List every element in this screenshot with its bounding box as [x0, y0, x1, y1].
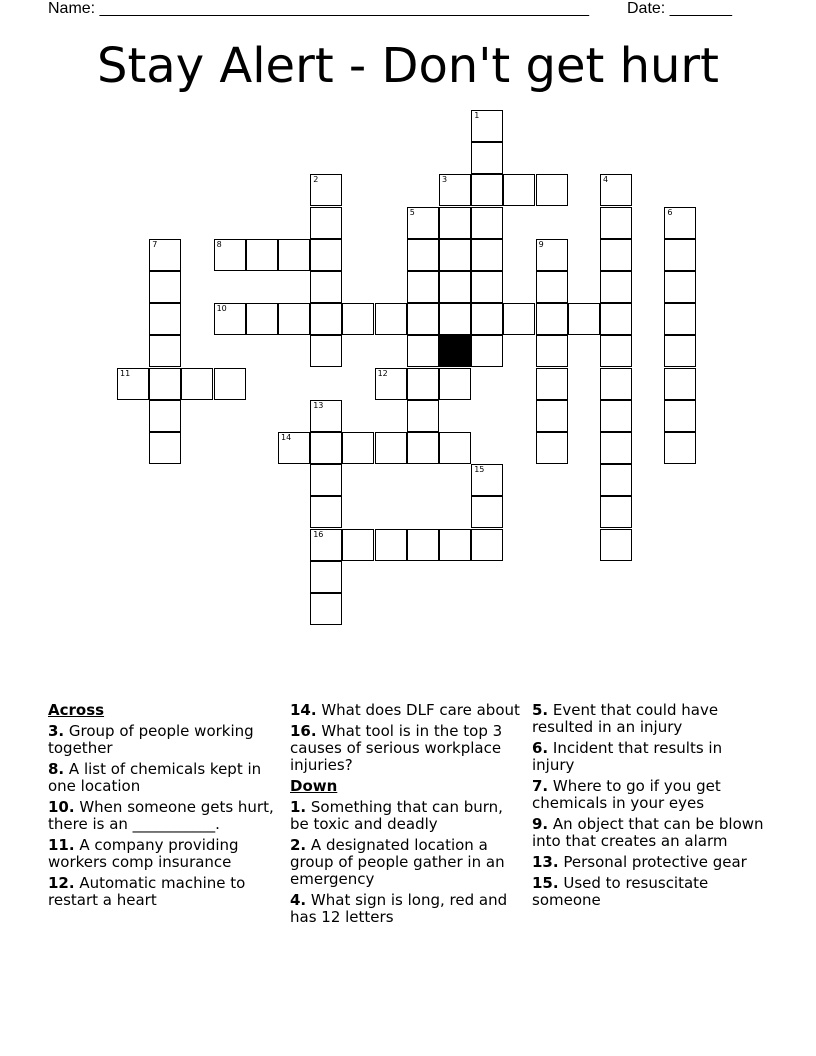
grid-cell[interactable] — [664, 400, 696, 432]
grid-cell[interactable] — [503, 303, 535, 335]
grid-cell[interactable] — [664, 271, 696, 303]
clue-number: 10 — [216, 304, 227, 314]
grid-cell[interactable] — [664, 368, 696, 400]
clue-item-number: 6. — [532, 739, 549, 757]
grid-cell[interactable] — [117, 368, 149, 400]
grid-cell[interactable] — [310, 593, 342, 625]
grid-cell[interactable] — [407, 207, 439, 239]
grid-cell[interactable] — [149, 400, 181, 432]
grid-cell[interactable] — [600, 368, 632, 400]
grid-cell[interactable] — [471, 142, 503, 174]
grid-cell[interactable] — [375, 432, 407, 464]
grid-cell[interactable] — [600, 400, 632, 432]
down-clue-list — [290, 799, 524, 926]
grid-cell[interactable] — [664, 432, 696, 464]
clue-item-text: What sign is long, red and has 12 letters — [290, 891, 508, 926]
clue-number: 16 — [313, 529, 324, 539]
clue-item-text: What does DLF care about — [316, 701, 520, 719]
clue-item-number: 13. — [532, 853, 559, 871]
grid-cell[interactable] — [600, 207, 632, 239]
grid-cell[interactable] — [600, 496, 632, 528]
grid-cell[interactable] — [310, 207, 342, 239]
grid-cell[interactable] — [536, 335, 568, 367]
grid-cell[interactable] — [407, 432, 439, 464]
grid-cell[interactable] — [471, 174, 503, 206]
clue-item — [48, 761, 278, 795]
grid-cell[interactable] — [407, 335, 439, 367]
across-clue-list-continued — [290, 702, 524, 774]
grid-cell[interactable] — [600, 239, 632, 271]
grid-cell[interactable] — [214, 239, 246, 271]
clue-number: 15 — [474, 465, 485, 475]
clue-number: 12 — [377, 368, 388, 378]
clue-number: 1 — [474, 111, 480, 120]
grid-cell[interactable] — [407, 303, 439, 335]
grid-cell[interactable] — [439, 239, 471, 271]
grid-cell[interactable] — [503, 174, 535, 206]
grid-cell[interactable] — [471, 464, 503, 496]
clue-item-number: 15. — [532, 874, 559, 892]
clue-item-text: When someone gets hurt, there is an ___________. — [48, 798, 274, 833]
grid-cell[interactable] — [471, 529, 503, 561]
grid-cell[interactable] — [664, 335, 696, 367]
clue-item-text: Something that can burn, be toxic and deadly — [290, 798, 503, 833]
grid-cell[interactable] — [310, 496, 342, 528]
clue-item-number: 9. — [532, 815, 549, 833]
grid-cell[interactable] — [600, 464, 632, 496]
down-clue-list-continued — [532, 702, 766, 909]
clue-item — [532, 816, 766, 850]
grid-cell[interactable] — [536, 432, 568, 464]
grid-cell[interactable] — [664, 239, 696, 271]
grid-cell[interactable] — [214, 303, 246, 335]
clue-item — [290, 892, 524, 926]
across-clue-list — [48, 723, 278, 909]
clue-item-text: Automatic machine to restart a heart — [48, 874, 246, 909]
grid-cell[interactable] — [471, 335, 503, 367]
clue-number: 11 — [120, 368, 131, 378]
clue-item — [532, 875, 766, 909]
grid-cell[interactable] — [310, 464, 342, 496]
clue-item — [290, 723, 524, 774]
grid-cell[interactable] — [310, 174, 342, 206]
clue-item-number: 16. — [290, 722, 317, 740]
clue-column-2 — [290, 702, 524, 930]
clue-item-number: 10. — [48, 798, 75, 816]
grid-cell[interactable] — [439, 271, 471, 303]
clue-item — [532, 854, 766, 871]
clue-number: 3 — [442, 175, 448, 185]
grid-cell[interactable] — [149, 335, 181, 367]
clue-item — [290, 799, 524, 833]
clue-item — [532, 740, 766, 774]
grid-cell[interactable] — [439, 207, 471, 239]
clue-number: 6 — [667, 207, 673, 217]
grid-cell[interactable] — [342, 303, 374, 335]
grid-cell[interactable] — [310, 561, 342, 593]
grid-cell[interactable] — [439, 368, 471, 400]
grid-cell[interactable] — [149, 271, 181, 303]
clue-item-text: A company providing workers comp insurance — [48, 836, 239, 871]
grid-cell[interactable] — [181, 368, 213, 400]
clue-number: 7 — [152, 239, 158, 249]
grid-cell[interactable] — [278, 432, 310, 464]
clue-item — [532, 778, 766, 812]
grid-cell[interactable] — [664, 303, 696, 335]
clue-number: 2 — [313, 175, 319, 185]
grid-cell[interactable] — [214, 368, 246, 400]
grid-cell[interactable] — [439, 174, 471, 206]
clue-item-number: 4. — [290, 891, 307, 909]
clue-item — [290, 837, 524, 888]
grid-cell[interactable] — [310, 432, 342, 464]
clue-item-number: 8. — [48, 760, 65, 778]
clue-item-number: 1. — [290, 798, 307, 816]
clue-item-text: An object that can be blown into that creates an alarm — [532, 815, 764, 850]
down-heading: Down — [290, 777, 338, 795]
clue-number: 14 — [281, 433, 292, 442]
grid-cell[interactable] — [439, 303, 471, 335]
clue-number: 4 — [603, 175, 609, 185]
clue-item-number: 11. — [48, 836, 75, 854]
clue-item-number: 14. — [290, 701, 317, 719]
grid-cell[interactable] — [536, 303, 568, 335]
grid-cell[interactable] — [600, 529, 632, 561]
grid-cell[interactable] — [246, 303, 278, 335]
grid-cell[interactable] — [407, 368, 439, 400]
grid-cell[interactable] — [536, 400, 568, 432]
grid-cell[interactable] — [664, 207, 696, 239]
clue-item-text: Personal protective gear — [558, 853, 747, 871]
grid-cell[interactable] — [310, 271, 342, 303]
clue-number: 13 — [313, 400, 324, 410]
grid-cell[interactable] — [600, 303, 632, 335]
clue-column-1 — [48, 702, 278, 913]
grid-cell[interactable] — [439, 529, 471, 561]
grid-cell[interactable] — [246, 239, 278, 271]
clue-number: 5 — [409, 207, 415, 217]
clue-item-number: 2. — [290, 836, 307, 854]
clue-item — [48, 799, 278, 833]
clue-item-text: What tool is in the top 3 causes of serious workplace injuries? — [290, 722, 503, 774]
clue-item-text: Used to resuscitate someone — [532, 874, 709, 909]
grid-cell[interactable] — [471, 496, 503, 528]
grid-cell[interactable] — [600, 271, 632, 303]
clue-item-text: Where to go if you get chemicals in your eyes — [532, 777, 721, 812]
clue-number: 9 — [538, 239, 544, 249]
grid-cell[interactable] — [310, 529, 342, 561]
clue-column-3 — [532, 702, 766, 913]
across-heading: Across — [48, 701, 105, 719]
grid-cell[interactable] — [568, 303, 600, 335]
clue-item-number: 5. — [532, 701, 549, 719]
clue-item — [290, 702, 524, 719]
grid-cell[interactable] — [149, 432, 181, 464]
date-field[interactable]: Date: _______ — [627, 0, 732, 17]
clue-item-number: 12. — [48, 874, 75, 892]
grid-cell[interactable] — [310, 303, 342, 335]
grid-cell[interactable] — [471, 239, 503, 271]
clue-item — [48, 837, 278, 871]
clue-item-text: A designated location a group of people gather in an emergency — [290, 836, 505, 888]
grid-cell[interactable] — [536, 368, 568, 400]
grid-cell[interactable] — [310, 335, 342, 367]
grid-cell[interactable] — [278, 239, 310, 271]
grid-cell[interactable] — [407, 239, 439, 271]
grid-cell[interactable] — [471, 271, 503, 303]
puzzle-title: Stay Alert - Don't get hurt — [97, 38, 719, 94]
clue-item-number: 3. — [48, 722, 65, 740]
clue-item — [48, 875, 278, 909]
clue-item — [532, 702, 766, 736]
clue-item-text: A list of chemicals kept in one location — [48, 760, 262, 795]
grid-cell[interactable] — [407, 271, 439, 303]
grid-cell[interactable] — [471, 207, 503, 239]
grid-cell[interactable] — [407, 529, 439, 561]
clue-item-text: Incident that results in injury — [532, 739, 723, 774]
grid-cell[interactable] — [310, 239, 342, 271]
grid-cell[interactable] — [471, 110, 503, 142]
grid-cell[interactable] — [375, 303, 407, 335]
grid-cell[interactable] — [342, 432, 374, 464]
grid-cell[interactable] — [149, 239, 181, 271]
grid-cell[interactable] — [471, 303, 503, 335]
grid-cell[interactable] — [600, 335, 632, 367]
grid-cell[interactable] — [149, 303, 181, 335]
grid-cell[interactable] — [278, 303, 310, 335]
grid-cell[interactable] — [310, 400, 342, 432]
grid-cell[interactable] — [375, 529, 407, 561]
grid-cell[interactable] — [536, 174, 568, 206]
black-square — [439, 335, 471, 367]
grid-cell[interactable] — [439, 432, 471, 464]
grid-cell[interactable] — [149, 368, 181, 400]
name-field[interactable]: Name: _______________________________________________________ — [48, 0, 589, 17]
grid-cell[interactable] — [600, 174, 632, 206]
clue-item-text: Event that could have resulted in an injury — [532, 701, 719, 736]
clue-item-number: 7. — [532, 777, 549, 795]
clue-item-text: Group of people working together — [48, 722, 254, 757]
grid-cell[interactable] — [375, 368, 407, 400]
grid-cell[interactable] — [536, 239, 568, 271]
clue-item — [48, 723, 278, 757]
grid-cell[interactable] — [342, 529, 374, 561]
grid-cell[interactable] — [600, 432, 632, 464]
grid-cell[interactable] — [407, 400, 439, 432]
grid-cell[interactable] — [536, 271, 568, 303]
clue-number: 8 — [216, 239, 222, 249]
